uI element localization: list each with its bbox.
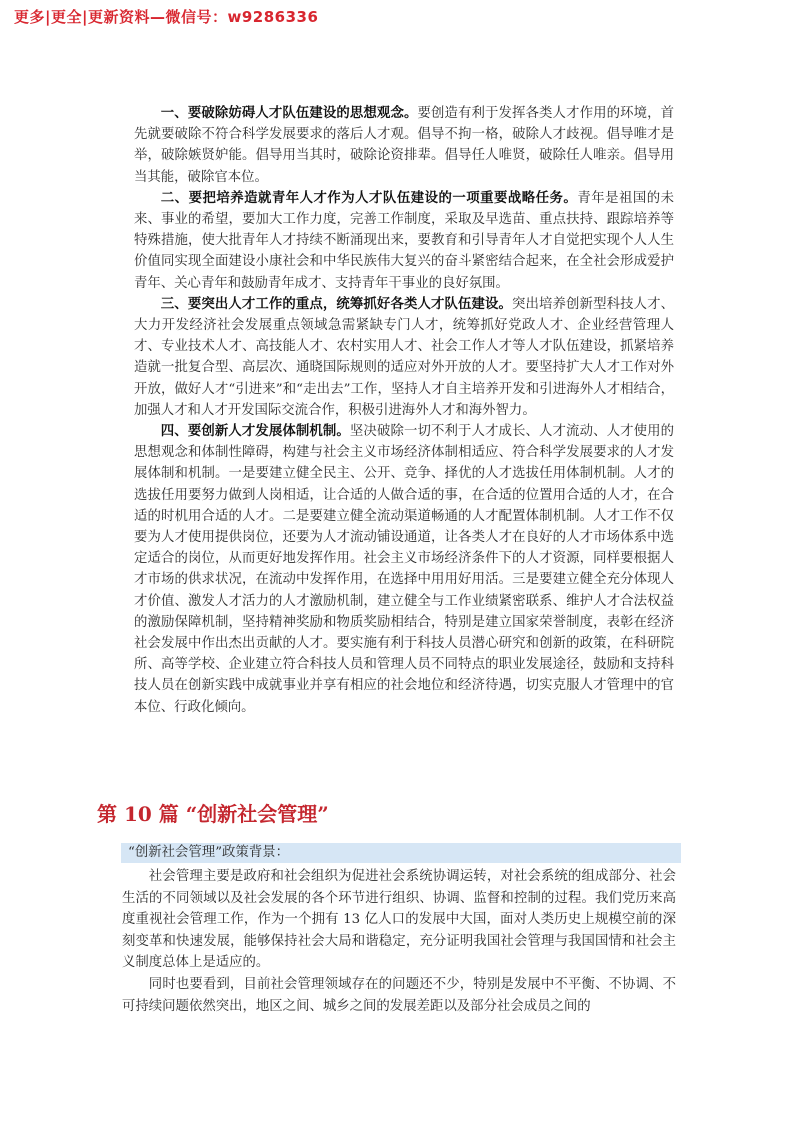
- background-paragraph-1: 社会管理主要是政府和社会组织为促进社会系统协调运转，对社会系统的组成部分、社会生活的不同领域以及社会发展的各个环节进行组织、协调、监督和控制的过程。我们党历来高度重视社会管理工作，作为一个拥有 13 亿人口的发展中大国，面对人类历史上规模空前的深刻变革和快速发展，能够保持社会大局和谐稳定，充分证明我国社会管理与我国国情和社会主义制度总体上是适应的。: [122, 869, 676, 971]
- background-paragraph-2: 同时也要看到，目前社会管理领域存在的问题还不少，特别是发展中不平衡、不协调、不可持续问题依然突出，地区之间、城乡之间的发展差距以及部分社会成员之间的: [122, 976, 676, 1014]
- paragraph-1-heading: 一、要破除妨碍人才队伍建设的思想观念。: [160, 105, 418, 121]
- paragraph-3-heading: 三、要突出人才工作的重点，统筹抓好各类人才队伍建设。: [160, 295, 513, 312]
- paragraph-1: [134, 103, 674, 188]
- policy-background-body: [122, 866, 676, 1017]
- paragraph-2-text: 青年是祖国的未来、事业的希望，要加大工作力度，完善工作制度，采取及早选苗、重点扶持、跟踪培养等特殊措施，使大批青年人才持续不断涌现出来，要教育和引导青年人才自觉把实现个人人生价值同实现全面建设小康社会和中华民族伟大复兴的奋斗紧密结合起来，在全社会形成爱护青年、关心青年和鼓励青年成才、支持青年干事业的良好氛围。: [134, 190, 675, 291]
- paragraph-1-text: 要创造有利于发挥各类人才作用的环境，首先就要破除不符合科学发展要求的落后人才观。倡导不拘一格，破除人才歧视。倡导唯才是举，破除嫉贤妒能。倡导用当其时，破除论资排辈。倡导任人唯贤，破除任人唯亲。倡导用当其能，破除官本位。: [134, 106, 675, 185]
- document-body: [134, 103, 674, 718]
- paragraph-3-text: 突出培养创新型科技人才、大力开发经济社会发展重点领域急需紧缺专门人才，统筹抓好党政人才、企业经营管理人才、专业技术人才、高技能人才、农村实用人才、社会工作人才等人才队伍建设，抓紧培养造就一批复合型、高层次、通晓国际规则的适应对外开放的人才。要坚持扩大人才工作对外开放，做好人才“引进来”和“走出去”工作，坚持人才自主培养开发和引进海外人才相结合，加强人才和人才开发国际交流合作，积极引进海外人才和海外智力。: [134, 296, 674, 418]
- paragraph-3: [134, 294, 674, 421]
- chapter-title: 第 10 篇 “创新社会管理”: [97, 802, 329, 826]
- policy-background-label: “创新社会管理”政策背景：: [128, 845, 289, 860]
- paragraph-4: [134, 421, 674, 718]
- watermark-text: 更多|更全|更新资料—微信号：w9286336: [14, 8, 319, 26]
- paragraph-2: [134, 188, 674, 294]
- paragraph-2-heading: 二、要把培养造就青年人才作为人才队伍建设的一项重要战略任务。: [160, 189, 578, 206]
- paragraph-4-text: 坚决破除一切不利于人才成长、人才流动、人才使用的思想观念和体制性障碍，构建与社会主义市场经济体制相适应、符合科学发展要求的人才发展体制和机制。一是要建立健全民主、公开、竞争、择优的人才选拔任用体制机制。人才的选拔任用要努力做到人岗相适，让合适的人做合适的事，在合适的位置用合适的人才，在合适的时机用合适的人才。二是要建立健全流动渠道畅通的人才配置体制机制。人才工作不仅要为人才使用提供岗位，还要为人才流动铺设通道，让各类人才在良好的人才市场体系中选定适合的岗位，从而更好地发挥作用。社会主义市场经济条件下的人才资源，同样要根据人才市场的供求状况，在流动中发挥作用，在选择中用用好用活。三是要建立健全充分体现人才价值、激发人才活力的人才激励机制，建立健全与工作业绩紧密联系、维护人才合法权益的激励保障机制，坚持精神奖励和物质奖励相结合，特别是建立国家荣誉制度，表彰在经济社会发展中作出杰出贡献的人才。要实施有利于科技人员潜心研究和创新的政策，在科研院所、高等学校、企业建立符合科技人员和管理人员不同特点的职业发展途径，鼓励和支持科技人员在创新实践中成就事业并享有相应的社会地位和经济待遇，切实克服人才管理中的官本位、行政化倾向。: [134, 424, 675, 715]
- paragraph-4-heading: 四、要创新人才发展体制机制。: [160, 423, 350, 440]
